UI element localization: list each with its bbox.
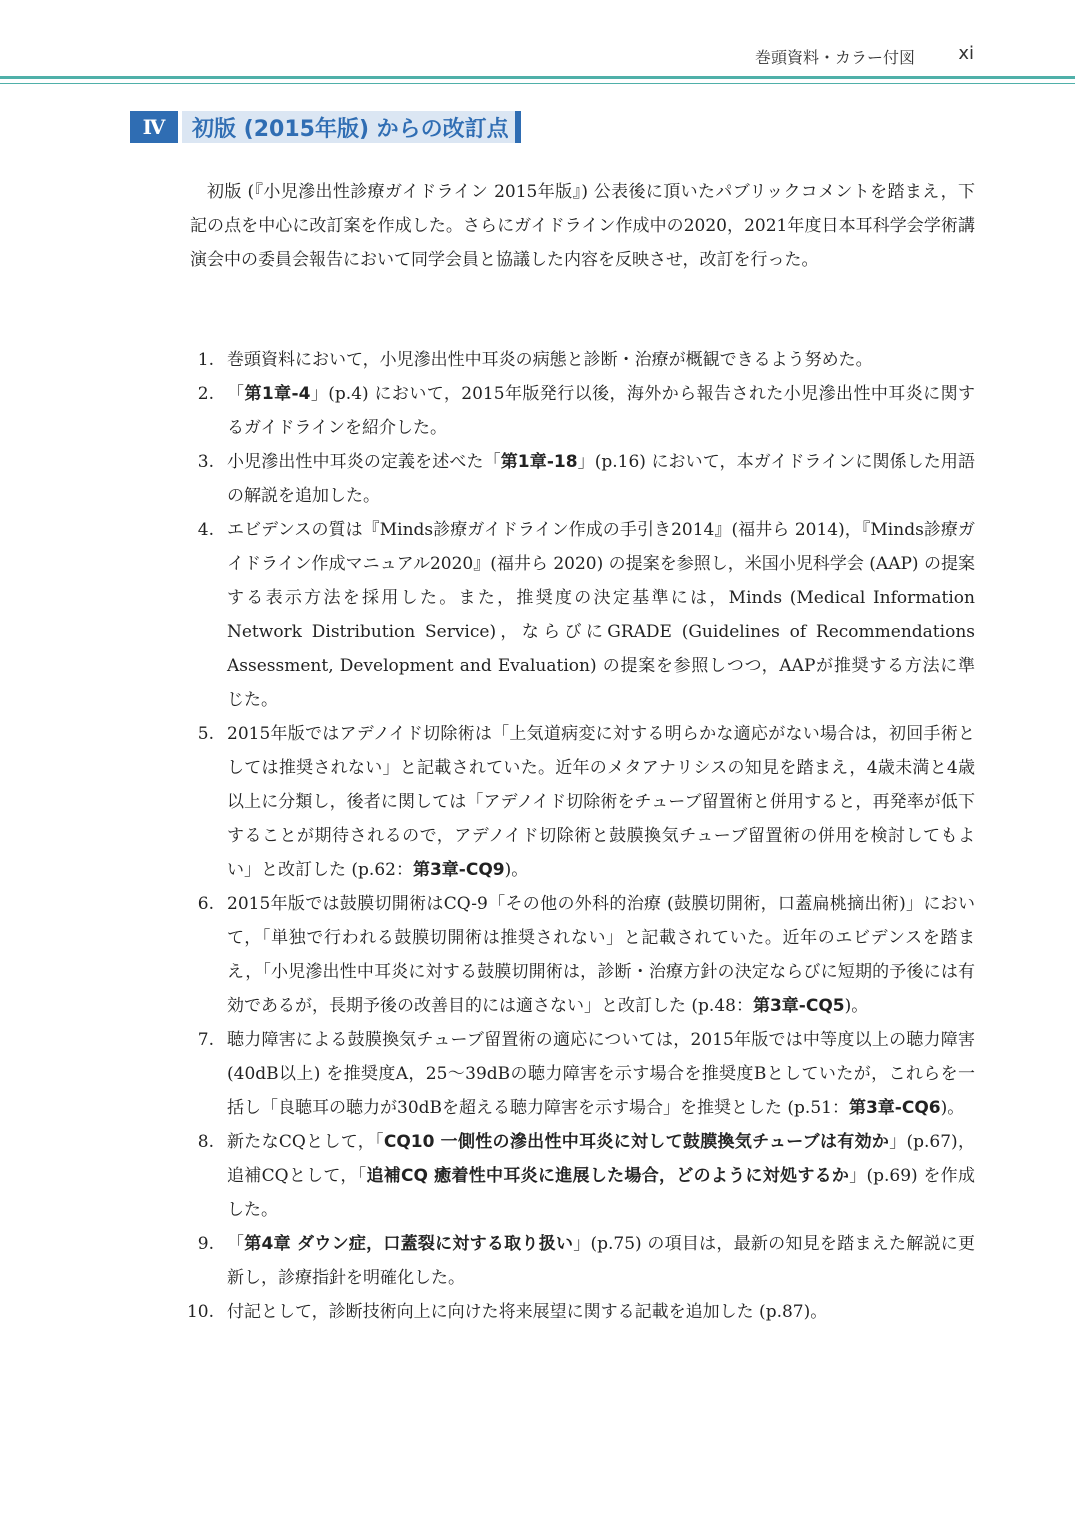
list-item-number: 4. [197, 520, 214, 540]
list-item [190, 377, 975, 445]
list-item-text: 2015年版では鼓膜切開術はCQ-9「その他の外科的治療 (鼓膜切開術，口蓋扁桃摘出術)」において，「単独で行われる鼓膜切開術は推奨されない」と記載されていた。近年のエビデンスを踏まえ，「小児滲出性中耳炎に対する鼓膜切開術は，診断・治療方針の決定ならびに短期的予後には有効であるが，長期予後の改善目的には適さない」と改訂した (p.48： [227, 894, 975, 1016]
list-item-text: 「 [227, 384, 245, 404]
list-item-number: 5. [197, 724, 214, 744]
intro-paragraph: 初版 (『小児滲出性診療ガイドライン 2015年版』) 公表後に頂いたパブリックコメントを踏まえ，下記の点を中心に改訂案を作成した。さらにガイドライン作成中の2020，2021年度日本耳科学会学術講演会中の委員会報告において同学会員と協議した内容を反映させ，改訂を行った。 [190, 182, 975, 270]
section-heading [130, 111, 521, 143]
list-item-text: 「 [227, 1234, 245, 1254]
list-item-text: )。 [504, 860, 529, 880]
list-item [190, 1125, 975, 1227]
list-item-text: 」(p.4) において，2015年版発行以後，海外から報告された小児滲出性中耳炎に関するガイドラインを紹介した。 [227, 384, 976, 438]
list-item-bold-ref: 第3章-CQ9 [412, 860, 505, 880]
list-item-bold-ref: CQ10 一側性の滲出性中耳炎に対して鼓膜換気チューブは有効か [383, 1132, 890, 1152]
list-item-bold-ref: 第1章-18 [500, 452, 578, 472]
list-item-bold-ref: 第3章-CQ5 [752, 996, 845, 1016]
list-item-text: 巻頭資料において，小児滲出性中耳炎の病態と診断・治療が概観できるよう努めた。 [227, 350, 873, 370]
list-item [190, 445, 975, 513]
list-item-bold-ref: 第4章 ダウン症，口蓋裂に対する取り扱い [244, 1234, 574, 1254]
list-item-text: 」(p.69) を作成した。 [227, 1166, 975, 1220]
list-item-number: 7. [197, 1030, 214, 1050]
list-item-text: 」(p.67)，追補CQとして，「 [227, 1132, 975, 1186]
list-item-text: )。 [844, 996, 869, 1016]
list-item-text: 2015年版ではアデノイド切除術は「上気道病変に対する明らかな適応がない場合は，初回手術としては推奨されない」と記載されていた。近年のメタアナリシスの知見を踏まえ，4歳未満と4歳以上に分類し，後者に関しては「アデノイド切除術をチューブ留置術と併用すると，再発率が低下することが期待されるので，アデノイド切除術と鼓膜換気チューブ留置術の併用を検討してもよい」と改訂した (p.62： [227, 724, 975, 880]
list-item-number: 6. [197, 894, 214, 914]
list-item-text: 」(p.16) において，本ガイドラインに関係した用語の解説を追加した。 [227, 452, 975, 506]
list-item-text: 新たなCQとして，「 [227, 1132, 384, 1152]
section-title-end-bar [515, 111, 521, 143]
list-item [190, 717, 975, 887]
list-item-text: )。 [940, 1098, 965, 1118]
section-numeral: Ⅳ [130, 111, 178, 143]
list-item-bold-ref: 追補CQ 癒着性中耳炎に進展した場合，どのように対処するか [366, 1166, 850, 1186]
list-item-bold-ref: 第3章-CQ6 [848, 1098, 941, 1118]
list-item [190, 887, 975, 1023]
section-title: 初版 (2015年版) からの改訂点 [182, 111, 515, 143]
list-item [190, 1023, 975, 1125]
list-item [186, 1295, 975, 1329]
list-item-text: 聴力障害による鼓膜換気チューブ留置術の適応については，2015年版では中等度以上の聴力障害 (40dB以上) を推奨度A，25〜39dBの聴力障害を示す場合を推奨度Bとしていたが，これらを一括し「良聴耳の聴力が30dBを超える聴力障害を示す場合」を推奨とした (p.51： [227, 1030, 975, 1118]
list-item-number: 1. [197, 350, 214, 370]
list-item-number: 2. [197, 384, 214, 404]
header-rule-thin [0, 83, 1075, 84]
header-rule-thick [0, 76, 1075, 79]
list-item [190, 513, 975, 717]
list-item-number: 10. [186, 1302, 214, 1322]
revision-list [186, 343, 976, 1329]
list-item-number: 3. [197, 452, 214, 472]
list-item-bold-ref: 第1章-4 [244, 384, 311, 404]
list-item-text: 付記として，診断技術向上に向けた将来展望に関する記載を追加した (p.87)。 [227, 1302, 828, 1322]
list-item-number: 8. [197, 1132, 214, 1152]
list-item-text: エビデンスの質は『Minds診療ガイドライン作成の手引き2014』(福井ら 2014)，『Minds診療ガイドライン作成マニュアル2020』(福井ら 2020) の提案を参照し，米国小児科学会 (AAP) の提案する表示方法を採用した。また，推奨度の決定基準には，Minds (Medical Information Network Distribution Service)，ならびにGRADE (Guidelines of Recommendations Assessment, Development and Evaluation) の提案を参照しつつ，AAPが推奨する方法に準じた。 [227, 520, 975, 710]
running-header-title: 巻頭資料・カラー付図 [754, 48, 915, 67]
list-item-text: 小児滲出性中耳炎の定義を述べた「 [227, 452, 501, 472]
page-number: xi [958, 43, 974, 64]
list-item [190, 343, 975, 377]
list-item [190, 1227, 975, 1295]
list-item-text: 」(p.75) の項目は，最新の知見を踏まえた解説に更新し，診療指針を明確化した。 [227, 1234, 976, 1288]
list-item-number: 9. [197, 1234, 214, 1254]
